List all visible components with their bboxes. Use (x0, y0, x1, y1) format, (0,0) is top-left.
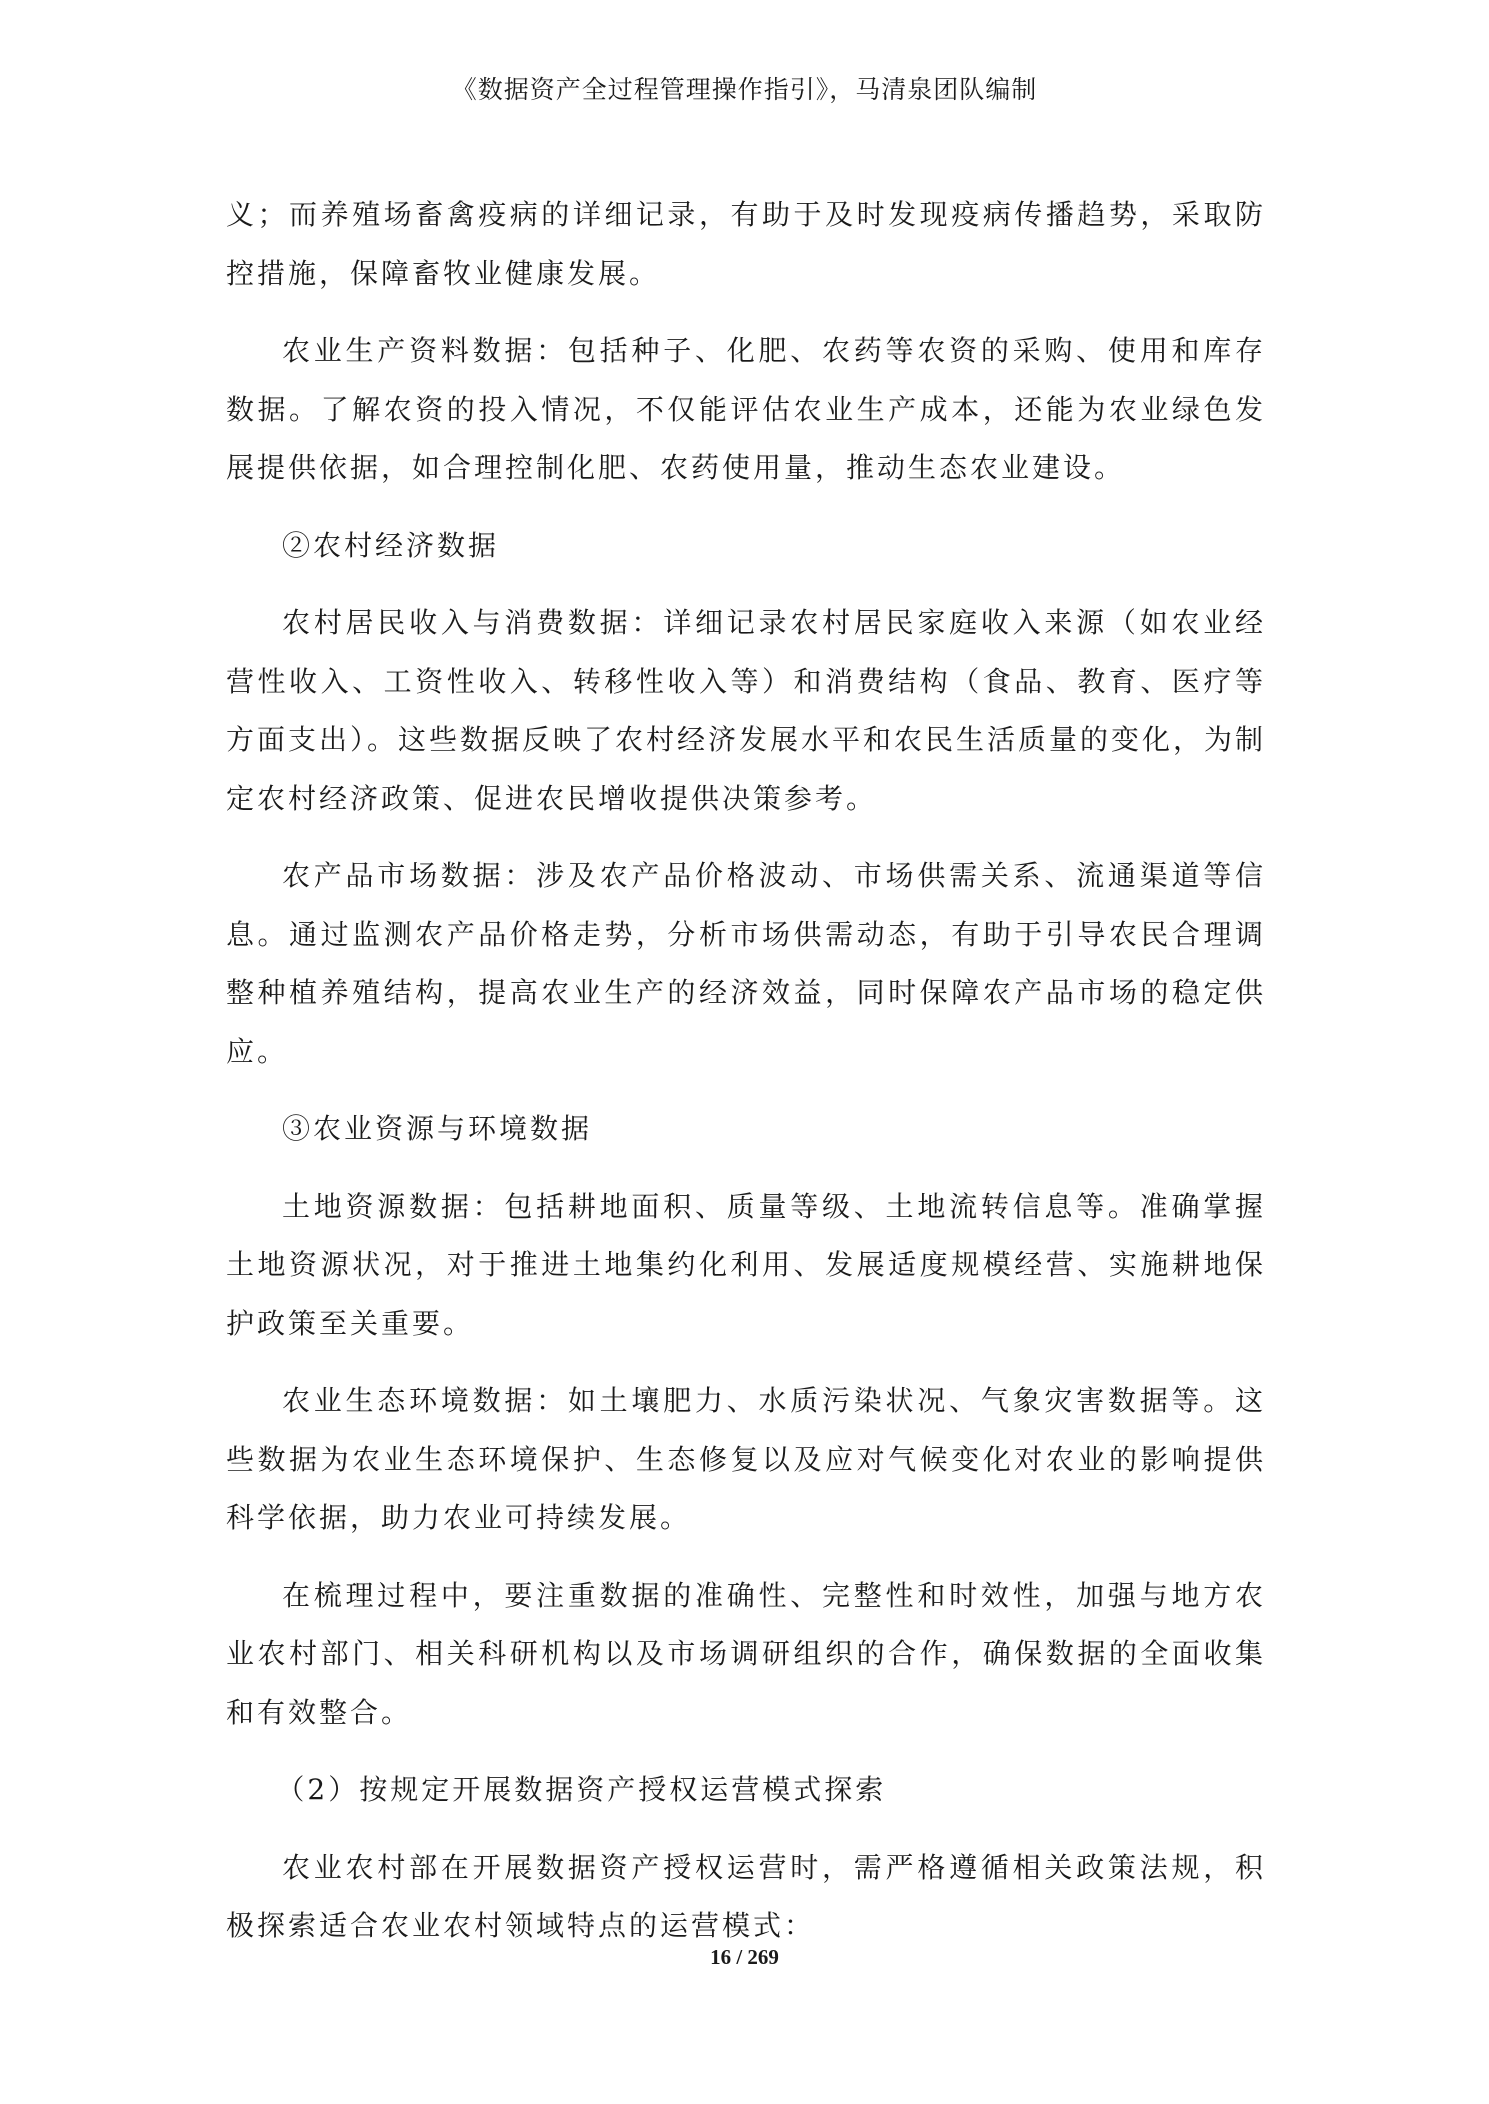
page-number: 16 / 269 (710, 1945, 779, 1969)
paragraph-agri-inputs: 农业生产资料数据：包括种子、化肥、农药等农资的采购、使用和库存数据。了解农资的投入情况，不仅能评估农业生产成本，还能为农业绿色发展提供依据，如合理控制化肥、农药使用量，推动生态农业建设。 (226, 334, 1266, 484)
paragraph-eco-environment: 农业生态环境数据：如土壤肥力、水质污染状况、气象灾害数据等。这些数据为农业生态环境保护、生态修复以及应对气候变化对农业的影响提供科学依据，助力农业可持续发展。 (226, 1384, 1266, 1534)
subheading-resources-environment: ③农业资源与环境数据 (282, 1112, 593, 1145)
paragraph-market-data: 农产品市场数据：涉及农产品价格波动、市场供需关系、流通渠道等信息。通过监测农产品价格走势，分析市场供需动态，有助于引导农民合理调整种植养殖结构，提高农业生产的经济效益，同时保障农产品市场的稳定供应。 (226, 859, 1266, 1068)
section-heading-authorized-operation: （2）按规定开展数据资产授权运营模式探索 (276, 1773, 887, 1806)
body-text (226, 186, 1266, 1975)
running-header: 《数据资产全过程管理操作指引》，马清泉团队编制 (451, 75, 1038, 104)
paragraph-sorting-process: 在梳理过程中，要注重数据的准确性、完整性和时效性，加强与地方农业农村部门、相关科研机构以及市场调研组织的合作，确保数据的全面收集和有效整合。 (226, 1578, 1266, 1729)
paragraph-income-consumption: 农村居民收入与消费数据：详细记录农村居民家庭收入来源（如农业经营性收入、工资性收入、转移性收入等）和消费结构（食品、教育、医疗等方面支出）。这些数据反映了农村经济发展水平和农民生活质量的变化，为制定农村经济政策、促进农民增收提供决策参考。 (226, 606, 1267, 815)
paragraph-continuation: 义；而养殖场畜禽疫病的详细记录，有助于及时发现疫病传播趋势，采取防控措施，保障畜牧业健康发展。 (226, 198, 1266, 290)
paragraph-land-resources: 土地资源数据：包括耕地面积、质量等级、土地流转信息等。准确掌握土地资源状况，对于推进土地集约化利用、发展适度规模经营、实施耕地保护政策至关重要。 (226, 1189, 1266, 1340)
paragraph-operation-models: 农业农村部在开展数据资产授权运营时，需严格遵循相关政策法规，积极探索适合农业农村领域特点的运营模式： (226, 1850, 1266, 1942)
subheading-rural-economy: ②农村经济数据 (282, 528, 500, 562)
